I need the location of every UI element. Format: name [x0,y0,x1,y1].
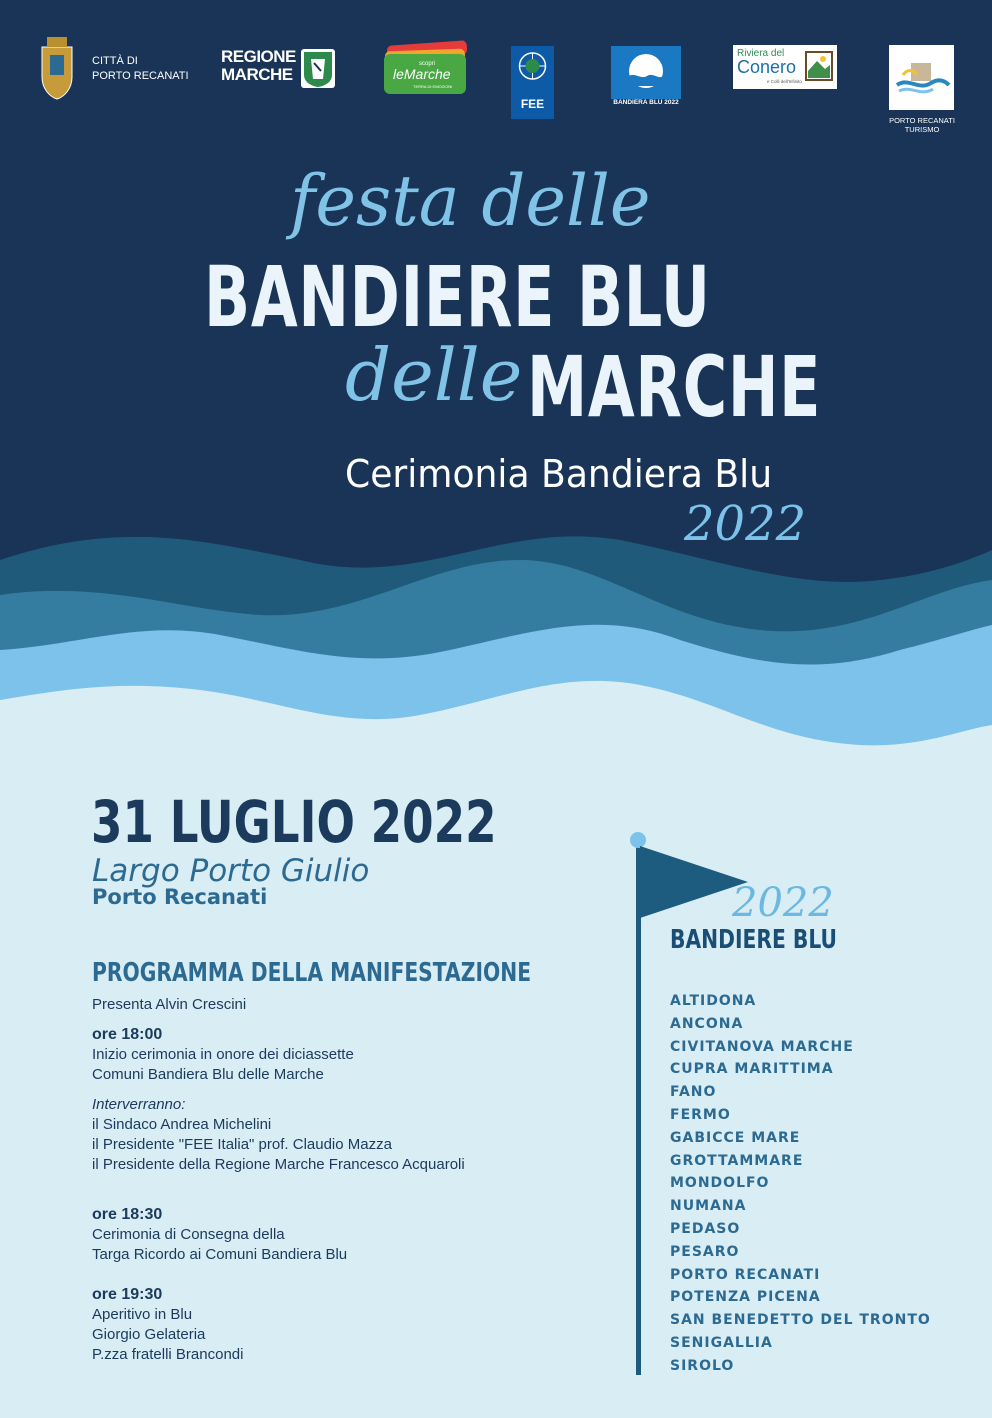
lemarche-small-text: scopri [419,61,436,67]
turismo-emblem-icon [889,45,954,110]
program-slot-2 [92,1205,347,1265]
title-festa-delle: festa delle [290,160,651,242]
town-item: PEDASO [670,1220,741,1237]
slot-line: P.zza fratelli Brancondi [92,1346,244,1363]
slot-line: Cerimonia di Consegna della [92,1226,285,1243]
bandiera-blu-caption: BANDIERA BLU 2022 [613,99,679,106]
waves-decoration [0,500,992,800]
town-item: CUPRA MARITTIMA [670,1061,834,1078]
scopri-le-marche-logo [383,40,468,95]
title-year: 2022 [684,496,807,552]
fee-label: FEE [520,97,545,111]
town-item: POTENZA PICENA [670,1289,821,1306]
event-city: Porto Recanati [92,885,268,909]
flag-pole [636,840,641,1375]
slot-time: ore 18:00 [92,1026,163,1043]
town-item: ALTIDONA [670,993,757,1009]
program-slot-1 [92,1025,465,1175]
town-item: FANO [670,1084,717,1101]
flags-year: 2022 [732,880,834,926]
riviera-del-conero-logo [733,45,837,89]
town-item: NUMANA [670,1198,747,1215]
slot-line: Giorgio Gelateria [92,1326,206,1343]
slot-speaker: il Presidente "FEE Italia" prof. Claudio Mazza [92,1136,392,1153]
slot-line: Aperitivo in Blu [92,1306,193,1323]
title-marche: MARCHE [527,338,822,436]
town-item: ANCONA [670,1015,744,1032]
flags-title: BANDIERE BLU [670,925,838,955]
program-slot-3 [92,1285,243,1365]
regione-marche-emblem-icon [301,49,335,88]
event-date: 31 LUGLIO 2022 [91,788,497,856]
bandiera-blu-flag-logo [611,46,681,99]
citta-di-porto-recanati-logo: CITTÀ DI PORTO RECANATI [92,55,189,82]
towns-list [670,990,931,1378]
town-item: CIVITANOVA MARCHE [670,1038,854,1055]
town-item: MONDOLFO [670,1175,770,1192]
program-presenter: Presenta Alvin Crescini [92,996,247,1013]
subtitle-cerimonia: Cerimonia Bandiera Blu [345,452,773,496]
slot-line: Targa Ricordo ai Comuni Bandiera Blu [92,1246,348,1263]
title-bandiere-blu: BANDIERE BLU [204,248,711,346]
conero-sub: e Colli dell'Infinito [767,79,802,84]
program-title: PROGRAMMA DELLA MANIFESTAZIONE [92,958,532,988]
event-place: Largo Porto Giulio [92,853,370,889]
town-item: FERMO [670,1106,731,1123]
conero-line2: Conero [737,57,797,77]
town-item: PESARO [670,1243,740,1260]
slot-speaker: il Sindaco Andrea Michelini [92,1116,272,1133]
slot-line: Inizio cerimonia in onore dei diciassette [92,1046,354,1063]
town-item: PORTO RECANATI [670,1266,821,1283]
landscape-icon [805,51,833,81]
lemarche-main-text: leMarche [393,66,451,82]
city-crest-logo [38,33,76,101]
town-item: GROTTAMMARE [670,1152,804,1169]
slot-line: Comuni Bandiera Blu delle Marche [92,1066,324,1083]
slot-speaker: il Presidente della Regione Marche Francesco Acquaroli [92,1156,465,1173]
slot-time: ore 18:30 [92,1206,163,1223]
town-item: SAN BENEDETTO DEL TRONTO [670,1312,931,1329]
slot-intro: Interverranno: [92,1096,186,1113]
conero-line1: Riviera del [737,48,785,59]
town-item: SIROLO [670,1357,735,1374]
globe-icon [511,46,554,91]
title-delle: delle [345,333,523,417]
porto-recanati-turismo-logo [889,45,954,110]
town-item: SENIGALLIA [670,1334,773,1351]
town-item: GABICCE MARE [670,1129,801,1146]
porto-recanati-turismo-caption: PORTO RECANATI TURISMO [889,116,955,134]
fee-logo [511,46,554,119]
regione-marche-logo: REGIONE MARCHE [221,47,296,84]
slot-time: ore 19:30 [92,1286,163,1303]
lemarche-tag-text: TERRA DI EMOZIONI [413,84,453,89]
